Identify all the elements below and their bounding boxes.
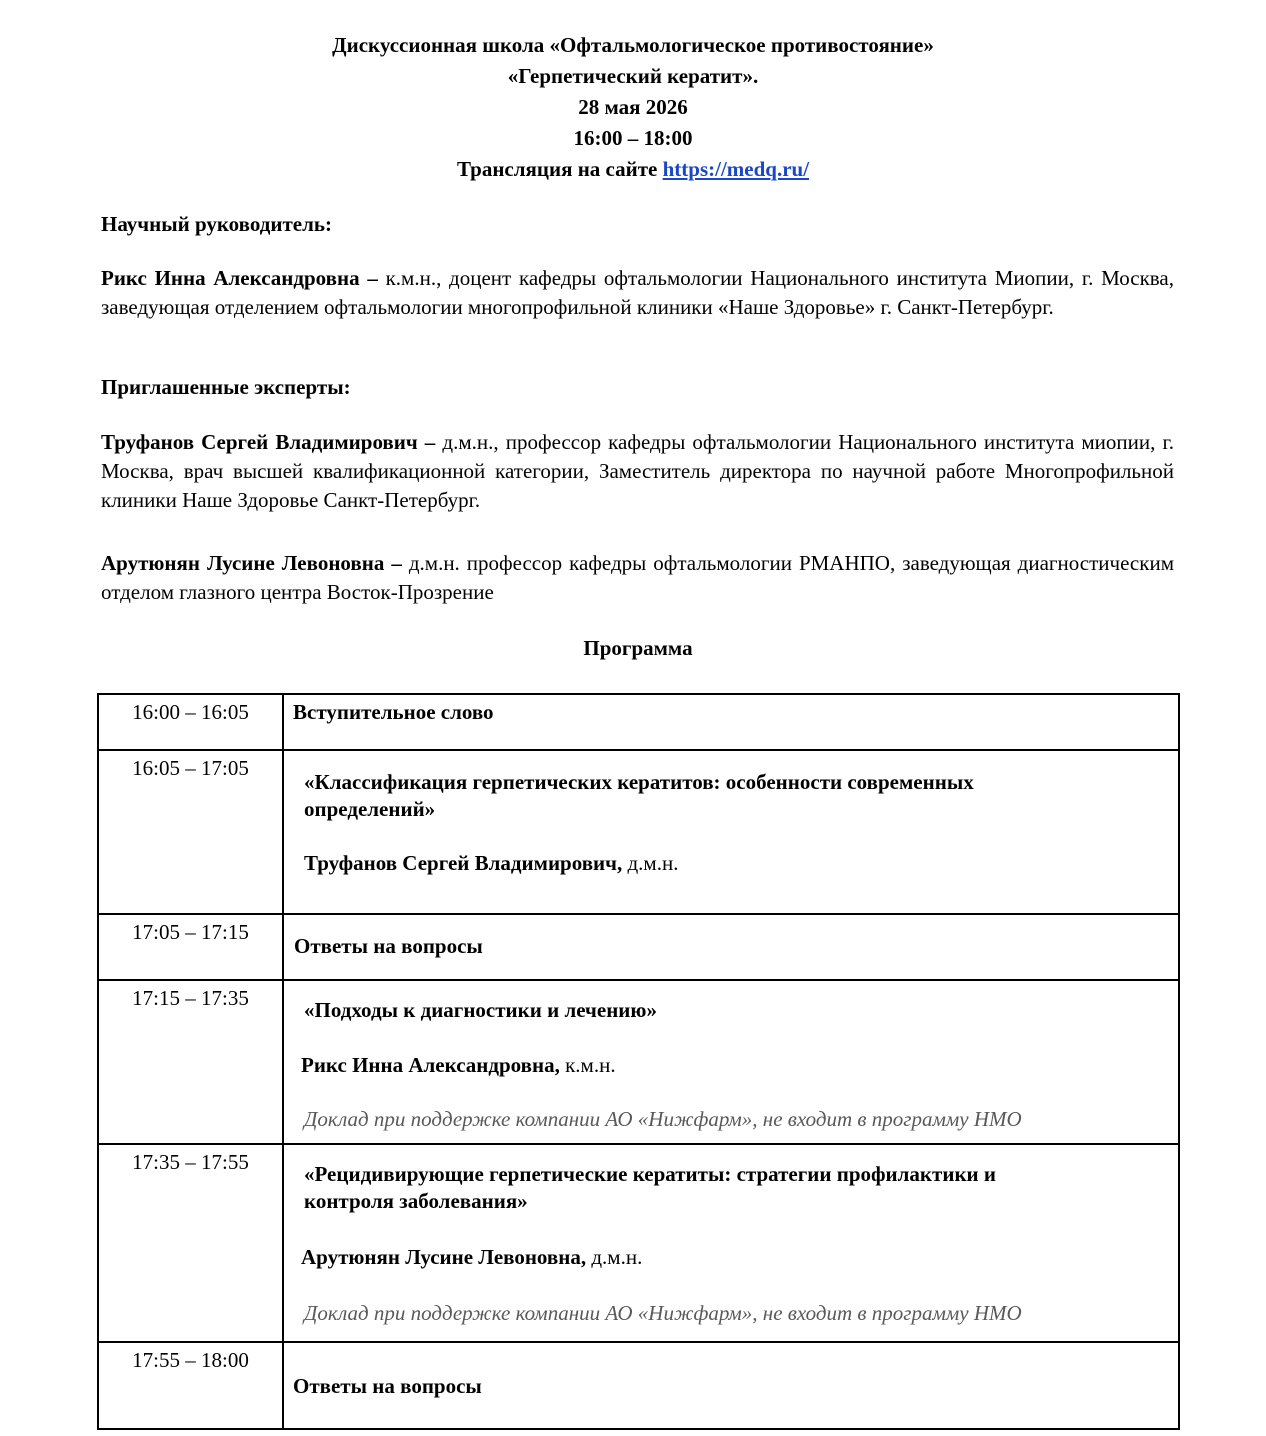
speaker-name: Арутюнян Лусине Левоновна,	[301, 1245, 587, 1269]
sponsor-note: Доклад при поддержке компании АО «Нижфарм», не входит в программу НМО	[304, 1301, 1022, 1325]
row-time: 17:05 – 17:15	[98, 914, 283, 980]
scientific-lead-heading: Научный руководитель:	[101, 212, 332, 236]
row-content	[283, 1144, 1179, 1342]
table-row	[98, 1342, 1179, 1429]
row-time: 16:05 – 17:05	[98, 750, 283, 914]
row-speaker	[301, 1244, 1178, 1271]
expert-description-1: д.м.н., профессор кафедры офтальмологии Национального института миопии, г. Москва, врач высшей квалификационной категории, Заместитель директора по научной работе Многопрофильной клиники Наше Здоровье Санкт-Петербург.	[101, 430, 1174, 512]
row-title-line1: «Рецидивирующие герпетические кератиты: стратегии профилактики и	[304, 1162, 996, 1186]
row-title: Ответы на вопросы	[294, 934, 483, 958]
row-content	[283, 750, 1179, 914]
row-content	[283, 980, 1179, 1144]
row-speaker	[301, 1052, 1178, 1079]
program-title: Программа	[583, 636, 693, 660]
expert-name-1: Труфанов Сергей Владимирович –	[101, 430, 436, 454]
row-content	[283, 694, 1179, 750]
event-time: 16:00 – 18:00	[573, 126, 693, 150]
row-title-line2: контроля заболевания»	[304, 1189, 528, 1213]
expert-paragraph-1	[101, 428, 1174, 515]
sponsor-note: Доклад при поддержке компании АО «Нижфарм», не входит в программу НМО	[304, 1107, 1022, 1131]
broadcast-link[interactable]: https://medq.ru/	[662, 157, 810, 181]
row-content	[283, 1342, 1179, 1429]
scientific-lead-description: к.м.н., доцент кафедры офтальмологии Национального института Миопии, г. Москва, заведующая отделением офтальмологии многопрофильной клиники «Наше Здоровье» г. Санкт-Петербург.	[101, 266, 1174, 319]
broadcast-prefix: Трансляция на сайте	[456, 157, 663, 181]
speaker-degree: к.м.н.	[559, 1053, 616, 1077]
table-row	[98, 914, 1179, 980]
table-row	[98, 980, 1179, 1144]
row-speaker	[304, 850, 1178, 877]
row-time: 17:55 – 18:00	[98, 1342, 283, 1429]
event-date: 28 мая 2026	[578, 95, 688, 119]
row-time: 17:35 – 17:55	[98, 1144, 283, 1342]
scientific-lead-name: Рикс Инна Александровна –	[101, 266, 378, 290]
row-content	[283, 914, 1179, 980]
row-time: 16:00 – 16:05	[98, 694, 283, 750]
row-title: Вступительное слово	[293, 700, 494, 724]
speaker-degree: д.м.н.	[586, 1245, 643, 1269]
speaker-name: Рикс Инна Александровна,	[301, 1053, 560, 1077]
row-time: 17:15 – 17:35	[98, 980, 283, 1144]
row-title: Ответы на вопросы	[293, 1374, 482, 1398]
program-table	[97, 693, 1180, 1430]
speaker-name: Труфанов Сергей Владимирович,	[304, 851, 623, 875]
row-title-line1: «Классификация герпетических кератитов: особенности современных	[304, 770, 974, 794]
table-row	[98, 694, 1179, 750]
expert-name-2: Арутюнян Лусине Левоновна –	[101, 551, 402, 575]
event-title: Дискуссионная школа «Офтальмологическое противостояние»	[332, 33, 934, 57]
row-title-line2: определений»	[304, 797, 436, 821]
table-row	[98, 750, 1179, 914]
speaker-degree: д.м.н.	[622, 851, 679, 875]
expert-paragraph-2	[101, 549, 1174, 607]
experts-heading: Приглашенные эксперты:	[101, 375, 351, 399]
event-subtitle: «Герпетический кератит».	[507, 64, 759, 88]
scientific-lead-paragraph	[101, 264, 1174, 322]
row-title: «Подходы к диагностики и лечению»	[304, 998, 657, 1022]
broadcast-line	[0, 156, 1266, 182]
table-row	[98, 1144, 1179, 1342]
expert-description-2: д.м.н. профессор кафедры офтальмологии РМАНПО, заведующая диагностическим отделом глазного центра Восток-Прозрение	[101, 551, 1174, 604]
